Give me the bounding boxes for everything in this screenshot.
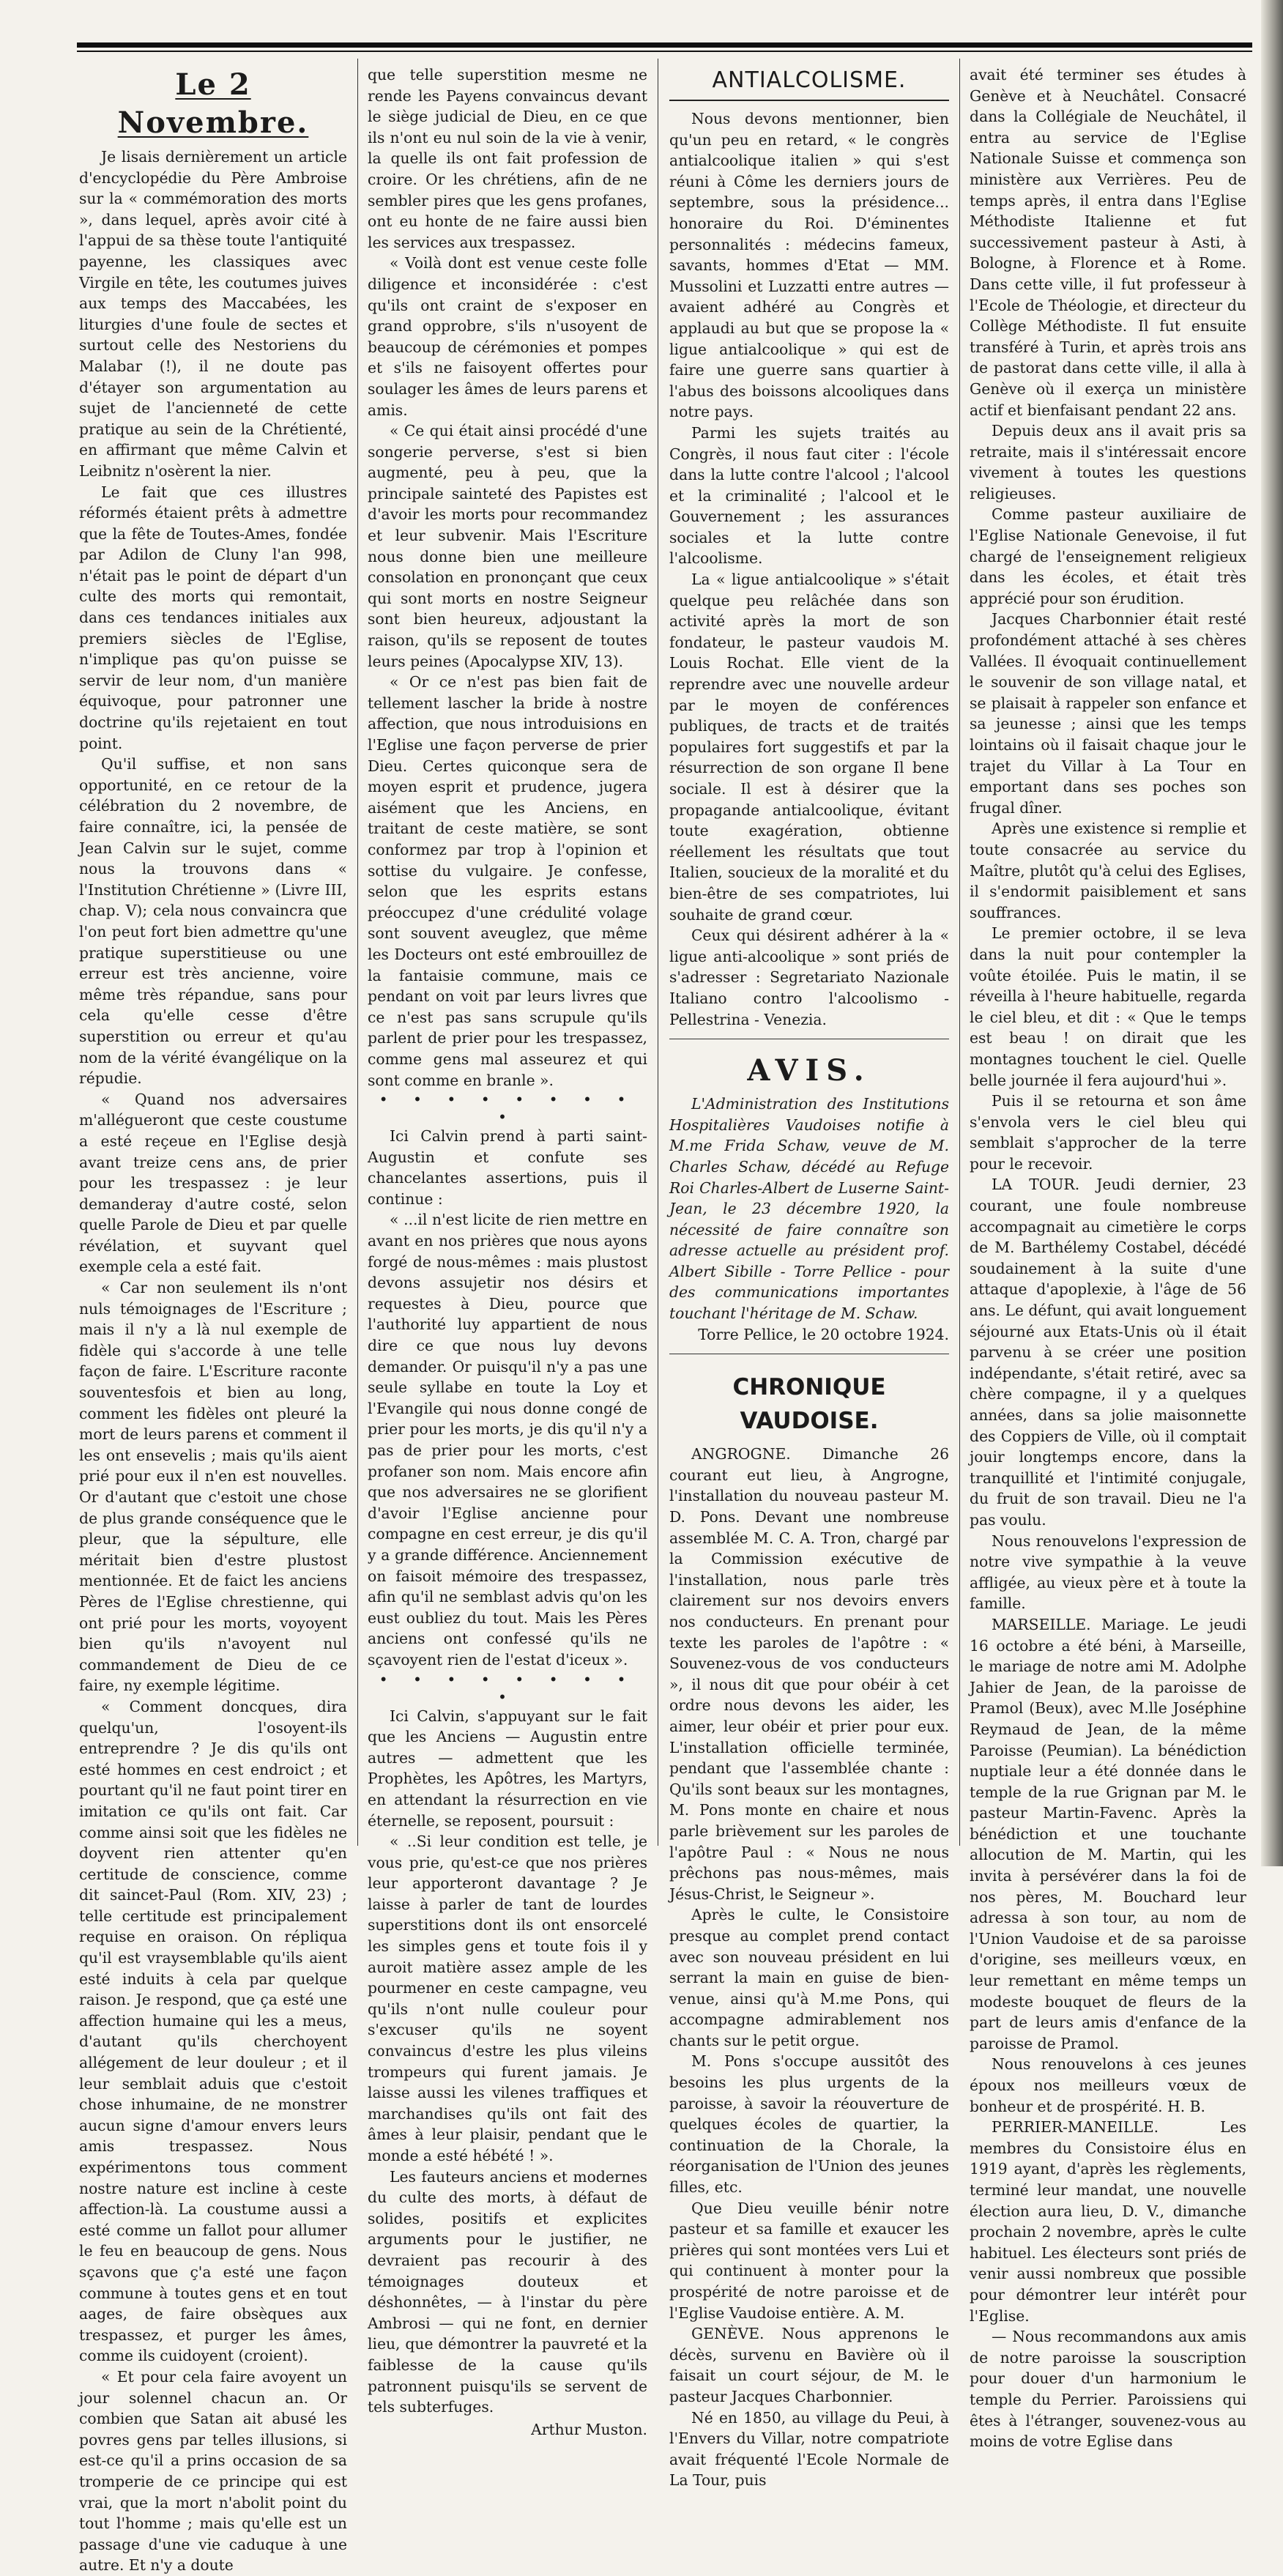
paragraph: « Et pour cela faire avoyent un jour solennel chacun an. Or combien que Satan ait abusé les povres gens par telles illusions, si est-ce qu'il a prins occasion de sa tromperie de ce principe qui est vrai, que la mort n'abolit point du tout l'homme ; mais qu'elle est un passage d'une vie caduque à une autre. Et n'y a doute <box>79 2367 347 2575</box>
ellipsis-dots: • • • • • • • • • <box>379 1091 636 1126</box>
paragraph: Nous devons mentionner, bien qu'un peu en retard, « le congrès antialcoolique italien » qui s'est réuni à Côme les derniers jours de septembre, sous la présidence... honoraire du Roi. D'éminentes personnalités : médecins fameux, savants, hommes d'Etat — MM. Mussolini et Luzzatti entre autres — avaient adhéré au Congrès et applaudi au but que se propose la « ligue antialcoolique » qui est de faire une guerre sans quartier à l'abus des boissons alcooliques dans notre pays. <box>669 110 949 421</box>
paragraph: Ceux qui désirent adhérer à la « ligue anti-alcoolique » sont priés de s'adresser : Segretariato Nazionale Italiano contro l'alcoolismo - Pellestrina - Venezia. <box>669 927 949 1028</box>
column-2 <box>368 64 647 2438</box>
scan-page-edge <box>1261 0 1283 1866</box>
paragraph: M. Pons s'occupe aussitôt des besoins les plus urgents de la paroisse, à savoir la réouverture de quelques écoles de quartier, la continuation de la Chorale, la réorganisation de l'Union des jeunes filles, etc. <box>669 2052 949 2197</box>
paragraph: Qu'il suffise, et non sans opportunité, en ce retour de la célébration du 2 novembre, de faire connaître, ici, la pensée de Jean Calvin sur le sujet, comme nous la trouvons dans « l'Institution Chrétienne » (Livre III, chap. V); cela nous convaincra que l'on peut fort bien admettre qu'une pratique superstitieuse ou une erreur est très ancienne, voire même très répandue, sans pour cela qu'elle cesse d'être superstition ou erreur et qu'au nom de la vérité évangélique on la répudie. <box>79 755 347 1088</box>
paragraph: Le fait que ces illustres réformés étaient prêts à admettre que la fête de Toutes-Ames, fondée par Adilon de Cluny l'an 998, n'était pas le point de départ d'un culte des morts qui remontait, dans ces tendances initiales aux premiers siècles de l'Eglise, n'implique pas qu'on puisse se servir de leur nom, d'un manière équivoque, pour patronner une doctrine qu'ils rejetaient en tout point. <box>79 483 347 752</box>
column-3 <box>669 64 949 2490</box>
paragraph: LA TOUR. Jeudi dernier, 23 courant, une foule nombreuse accompagnait au cimetière le corps de M. Barthélemy Costabel, décédé soudainement à la suite d'une attaque d'apoplexie, à l'âge de 56 ans. Le défunt, qui avait longuement séjourné aux Etats-Unis où il était parvenu à se créer une position indépendante, s'était retiré, avec sa chère compagne, il y a quelques années, dans sa jolie maisonnette des Coppiers de Ville, où il comptait jouir longtemps encore, dans la tranquillité et l'intimité conjugale, du fruit de son travail. Dieu ne l'a pas voulu. <box>970 1176 1246 1529</box>
ellipsis-dots: • • • • • • • • • <box>379 1670 636 1706</box>
paragraph: Puis il se retourna et son âme s'envola vers le ciel bleu qui semblait s'approcher de la terre pour le recevoir. <box>970 1092 1246 1173</box>
paragraph: Après le culte, le Consistoire presque au complet prend contact avec son nouveau président en lui serrant la main en guise de bien-venue, ainsi qu'à M.me Pons, qui accompagne admirablement nos chants sur le petit orgue. <box>669 1906 949 2049</box>
article-title-2-novembre: Le 2 Novembre. <box>117 67 309 140</box>
column-divider-1 <box>357 59 358 1846</box>
paragraph: « Quand nos adversaires m'allégueront que ceste coustume a esté reçeue en l'Eglise desjà avant treize cens ans, de prier pour les trespassez : je leur demanderay d'autre costé, selon quelle Parole de Dieu et par quelle révélation, et suyvant quel exemple cela a esté fait. <box>79 1090 347 1276</box>
paragraph: avait été terminer ses études à Genève et à Neuchâtel. Consacré dans la Collégiale de Neuchâtel, il entra au service de l'Eglise Nationale Suisse et commença son ministère aux Verrières. Peu de temps après, il entra dans l'Eglise Méthodiste Italienne et fut successivement pasteur à Asti, à Bologne, à Florence et à Rome. Dans cette ville, il fut professeur à l'Ecole de Théologie, et directeur du Collège Méthodiste. Il fut ensuite transféré à Turin, et après trois ans de pastorat dans cette ville, il alla à Genève où il exerça un ministère actif et bienfaisant pendant 22 ans. <box>970 66 1246 419</box>
paragraph: Né en 1850, au village du Peui, à l'Envers du Villar, notre compatriote avait fréquenté l'Ecole Normale de La Tour, puis <box>669 2408 949 2490</box>
article-title-avis: AVIS. <box>747 1053 871 1088</box>
paragraph: Le premier octobre, il se leva dans la nuit pour contempler la voûte étoilée. Puis le matin, il se réveilla à l'heure habituelle, regarda le ciel bleu, et dit : « Que le temps est beau ! on dirait que les montagnes touchent le ciel. Quelle belle journée il fera aujourd'hui ». <box>970 924 1246 1089</box>
paragraph: PERRIER-MANEILLE. Les membres du Consistoire élus en 1919 ayant, d'après les règlements, terminé leur mandat, une nouvelle élection aura lieu, D. V., dimanche prochain 2 novembre, après le culte habituel. Les électeurs sont priés de venir aussi nombreux que possible pour démontrer leur intérêt pour l'Eglise. <box>970 2118 1246 2325</box>
paragraph: « Ce qui était ainsi procédé d'une songerie perverse, s'est si bien augmenté, peu à peu, que la principale sainteté des Papistes est d'avoir les morts pour recommandez et leur subvenir. Mais l'Escriture nous donne bien une meilleure consolation en prononçant que ceux qui sont morts en nostre Seigneur sont bien heureux, adjoustant la raison, qu'ils se reposent de toutes leurs peines (Apocalypse XIV, 13). <box>368 422 647 670</box>
paragraph: « Car non seulement ils n'ont nuls témoignages de l'Escriture ; mais il n'y a là nul exemple de fidèle qui s'accorde à une telle façon de faire. L'Escriture raconte souventesfois et bien au long, comment les fidèles ont pleuré la mort de leurs parens et comment il les ont ensevelis ; mais qu'ils aient prié pour eux il n'en est nouvelles. Or d'autant que c'estoit une chose de plus grande conséquence que le pleur, que la sépulture, elle méritait bien d'estre plustost mentionnée. Et de faict les anciens Pères de l'Eglise chrestienne, qui ont prié pour les morts, voyoyent bien qu'ils n'avoyent nul commandement de Dieu de ce faire, ny exemple légitime. <box>79 1279 347 1695</box>
paragraph: « Or ce n'est pas bien fait de tellement lascher la bride à nostre affection, que nous introduisions en l'Eglise une façon perverse de prier Dieu. Certes quiconque sera de moyen esprit et prudence, jugera aisément que les Anciens, en traitant de ceste matière, se sont conformez par trop à l'opinion et sottise du vulgaire. Je confesse, selon que les esprits estans préoccupez d'une crédulité volage sont souvent aveuglez, que même les Docteurs ont esté embrouillez de la fantaisie commune, mais ce pendant on voit par leurs livres que ce n'est pas sans scrupule qu'ils parlent de prier pour les trespassez, comme gens mal asseurez et qui sont comme en branle ». <box>368 673 647 1089</box>
column-divider-3 <box>959 59 960 1846</box>
paragraph: MARSEILLE. Mariage. Le jeudi 16 octobre a été béni, à Marseille, le mariage de notre ami M. Adolphe Jahier de Jean, de la paroisse de Pramol (Beux), avec M.lle Joséphine Reymaud de Jean, de la même Paroisse (Peumian). La bénédiction nuptiale leur a été donnée dans le temple de la rue Grignan par M. le pasteur Martin-Favenc. Après la bénédiction et une touchante allocution de M. Martin, qui les invita à persévérer dans la foi de nos pères, M. Bouchard leur adressa à son tour, au nom de l'Union Vaudoise et de sa paroisse d'origine, ses meilleurs vœux, en leur remettant en même temps un modeste bouquet de fleurs de la part de leurs amis d'enfance de la paroisse de Pramol. <box>970 1615 1246 2052</box>
avis-date: Torre Pellice, le 20 octobre 1924. <box>698 1325 949 1343</box>
paragraph: Ici Calvin, s'appuyant sur le fait que les Anciens — Augustin entre autres — admettent que les Prophètes, les Apôtres, les Martyrs, en attendant la résurrection en vie éternelle, se reposent, poursuit : <box>368 1707 647 1830</box>
avis-notice: L'Administration des Institutions Hospitalières Vaudoises notifie à M.me Frida Schaw, veuve de M. Charles Schaw, décédé au Refuge Roi Charles-Albert de Luserne Saint-Jean, le 23 décembre 1920, la nécessité de faire connaître son adresse actuelle au président prof. Albert Sibille - Torre Pellice - pour des communications importantes touchant l'héritage de M. Schaw. <box>669 1095 949 1323</box>
column-1 <box>79 64 347 2575</box>
paragraph: Nous renouvelons l'expression de notre vive sympathie à la veuve affligée, au vieux père et à toute la famille. <box>970 1532 1246 1613</box>
paragraph: que telle superstition mesme ne rende les Payens convaincus devant le siège judicial de Dieu, en ce que ils n'ont eu nul soin de la vie à venir, la quelle ils ont fait profession de croire. Or les chrétiens, afin de ne sembler pires que les gens profanes, ont eu honte de ne faire aussi bien les services aux trespassez. <box>368 66 647 251</box>
top-double-rule <box>77 42 1252 52</box>
paragraph: « Voilà dont est venue ceste folle diligence et inconsidérée : c'est qu'ils ont craint de s'exposer en grand opprobre, s'ils n'usoyent de beaucoup de cérémonies et pompes et s'ils ne faisoyent offertes pour soulager les âmes de leurs parens et amis. <box>368 254 647 419</box>
paragraph: « Comment doncques, dira quelqu'un, l'osoyent-ils entreprendre ? Je dis qu'ils ont esté hommes en cest endroict ; et pourtant qu'il ne faut point tirer en imitation ce qu'ils ont fait. Car comme ainsi soit que les fidèles ne doyvent rien attenter qu'en certitude de conscience, comme dit saincet-Paul (Rom. XIV, 23) ; telle certitude est principalement requise en oraison. On répliqua qu'il est vraysemblable qu'ils aient esté induits à cela par quelque raison. Je respond, que ça esté une affection humaine qui les a meus, d'autant qu'ils cherchoyent allégement de leur douleur ; et il leur semblait aduis que c'estoit chose inhumaine, de ne monstrer aucun signe d'amour envers leurs amis trespassez. Nous expérimentons tous comment nostre nature est incline à ceste affection-là. La coustume aussi a esté comme un fallot pour allumer le feu en beaucoup de gens. Nous sçavons que ç'a esté une façon commune à toutes gens et en tout aages, de faire obsèques aux trespassez, et purger les âmes, comme ils cuidoyent (croient). <box>79 1697 347 2365</box>
paragraph: Ici Calvin prend à parti saint-Augustin et confute ses chancelantes assertions, puis il continue : <box>368 1127 647 1208</box>
paragraph: Jacques Charbonnier était resté profondément attaché à ses chères Vallées. Il évoquait continuellement le souvenir de son village natal, et se plaisait à rappeler son enfance et sa jeunesse ; ainsi que les temps lointains où il faisait chaque jour le trajet du Villar à La Tour en emportant dans ses poches son frugal dîner. <box>970 610 1246 817</box>
paragraph: « ..Si leur condition est telle, je vous prie, qu'est-ce que nos prières leur apporteront davantage ? Je laisse à parler de tant de lourdes superstitions dont ils ont ensorcelé les simples gens et toute fois il y auroit matière assez ample de les pourmener en ceste campagne, veu qu'ils n'ont nulle couleur pour s'excuser qu'ils ne soyent convaincus d'estre les plus vileins trompeurs qui furent jamais. Je laisse aussi les vilenes traffiques et marchandises qu'ils ont fait des âmes à leur plaisir, pendant que le monde a esté hébété ! ». <box>368 1833 647 2164</box>
article-title-chronique-vaudoise: CHRONIQUE VAUDOISE. <box>732 1374 886 1435</box>
paragraph: Parmi les sujets traités au Congrès, il nous faut citer : l'école dans la lutte contre l'alcool ; l'alcool et la criminalité ; l'alcool et le Gouvernement ; les assurances sociales et la lutte contre l'alcoolisme. <box>669 423 949 568</box>
paragraph: Que Dieu veuille bénir notre pasteur et sa famille et exaucer les prières qui sont montées vers Lui et qui continuent à monter pour la prospérité de notre paroisse et de l'Eglise Vaudoise entière. A. M. <box>669 2199 949 2322</box>
paragraph: Nous renouvelons à ces jeunes époux nos meilleurs vœux de bonheur et de prospérité. H. B. <box>970 2055 1246 2115</box>
paragraph: La « ligue antialcoolique » s'était quelque peu relâchée dans son activité après la mort de son fondateur, le pasteur vaudois M. Louis Rochat. Elle vient de la reprendre avec une nouvelle ardeur par le moyen de conférences publiques, de tracts et de traités populaires fort suggestifs et par la résurrection de son organe Il bene sociale. Il est à désirer que la propagande antialcoolique, évitant toute exagération, obtienne réellement les résultats que tout Italien, soucieux de la moralité et du bien-être de ses compatriotes, lui souhaite de grand cœur. <box>669 571 949 924</box>
paragraph: « ...il n'est licite de rien mettre en avant en nos prières que nous ayons forgé de nous-mêmes : mais plustost devons assujetir nos désirs et requestes à Dieu, pource que l'authorité luy appartient de nous dire ce que nous luy devons demander. Or puisqu'il n'y a pas une seule syllabe en toute la Loy et l'Evangile qui nous donne congé de prier pour les morts, je dis qu'il n'y a pas de prier pour les morts, c'est profaner son nom. Mais encore afin que nos adversaires ne se glorifient d'avoir l'Eglise ancienne pour compagne en cest erreur, je dis qu'il y a grande différence. Anciennement on faisoit mémoire des trespassez, afin qu'il ne semblast advis qu'on les eust oubliez du tout. Mais les Pères anciens ont confessé qu'ils ne sçavoyent rien de l'estat d'iceux ». <box>368 1211 647 1669</box>
paragraph: ANGROGNE. Dimanche 26 courant eut lieu, à Angrogne, l'installation du nouveau pasteur M. D. Pons. Devant une nombreuse assemblée M. C. A. Tron, chargé par la Commission exécutive de l'installation, nous parle très clairement sur nos devoirs envers nos conducteurs. En prenant pour texte les paroles de l'apôtre : « Souvenez-vous de vos conducteurs », il nous dit que pour obéir à cet ordre nous devons les aider, les aimer, leur obéir et prier pour eux. L'installation officielle terminée, pendant que l'assemblée chante : Qu'ils sont beaux sur les montagnes, M. Pons monte en chaire et nous parle brièvement sur les paroles de l'apôtre Paul : « Nous ne nous prêchons pas nous-mêmes, mais Jésus-Christ, le Seigneur ». <box>669 1445 949 1903</box>
column-4 <box>970 64 1246 2451</box>
paragraph: Les fauteurs anciens et modernes du culte des morts, à défaut de solides, positifs et explicites arguments pour le justifier, ne devraient pas recourir à des témoignages douteux et déshonnêtes, — à l'instar du père Ambrosi — qui ne font, en dernier lieu, que démontrer la pauvreté et la faiblesse de la cause qu'ils patronnent puisqu'ils se servent de tels subterfuges. <box>368 2167 647 2416</box>
paragraph: Je lisais dernièrement un article d'encyclopédie du Père Ambroise sur la « commémoration des morts », dans lequel, après avoir cité à l'appui de sa thèse toute l'antiquité payenne, les classiques avec Virgile en tête, les coutumes juives aux temps des Maccabées, les liturgies d'une foule de sectes et surtout celle des Nestoriens du Malabar (!), il ne doute pas d'étayer son argumentation au sujet de l'ancienneté de cette pratique au sein de la Chrétienté, en affirmant que même Calvin et Leibnitz n'osèrent la nier. <box>79 148 347 480</box>
article-title-antialcoolisme: ANTIALCOLISME. <box>669 64 949 101</box>
paragraph: GENÈVE. Nous apprenons le décès, survenu en Bavière où il faisait un court séjour, de M. le pasteur Jacques Charbonnier. <box>669 2325 949 2405</box>
paragraph: Après une existence si remplie et toute consacrée au service du Maître, plutôt qu'à celui des Eglises, il s'endormit paisiblement et sans souffrances. <box>970 820 1246 921</box>
paragraph: — Nous recommandons aux amis de notre paroisse la souscription pour douer d'un harmonium le temple du Perrier. Paroissiens qui êtes à l'étranger, souvenez-vous au moins de votre Eglise dans <box>970 2328 1246 2451</box>
author-signature: Arthur Muston. <box>531 2420 647 2438</box>
paragraph: Comme pasteur auxiliaire de l'Eglise Nationale Genevoise, il fut chargé de l'enseignement religieux dans les écoles, et était très apprécié pour son érudition. <box>970 505 1246 607</box>
paragraph: Depuis deux ans il avait pris sa retraite, mais il s'intéressait encore vivement à toutes les questions religieuses. <box>970 422 1246 502</box>
